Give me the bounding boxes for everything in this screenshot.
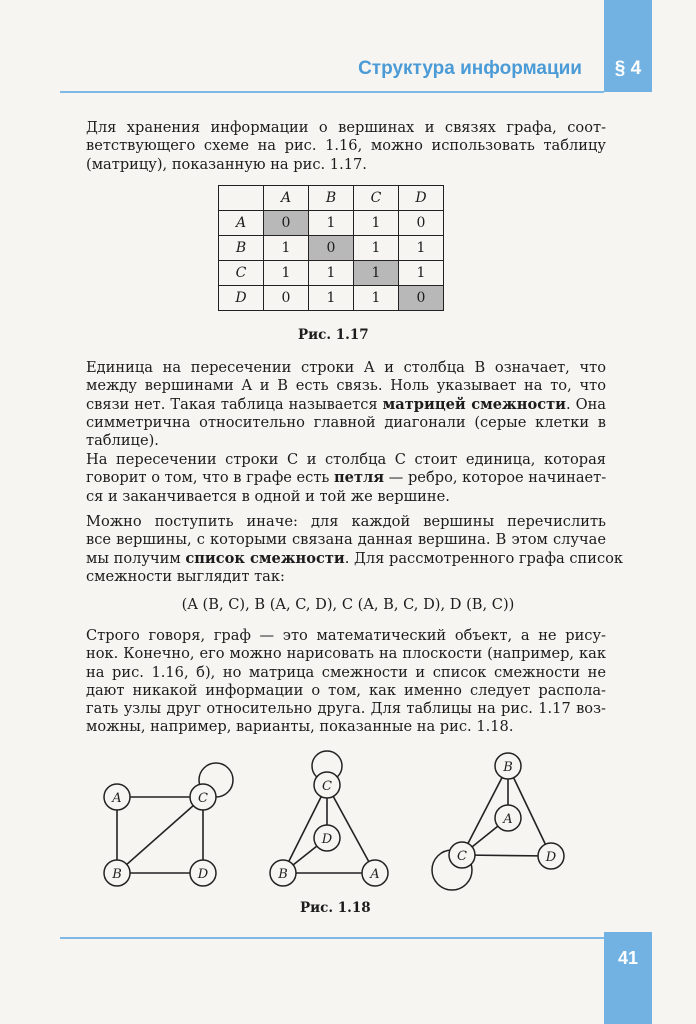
node-label: B	[503, 760, 513, 775]
footer-rule	[60, 937, 604, 939]
matrix-cell: 1	[309, 211, 354, 236]
text-line: Для хранения информации о вершинах и связях графа, соот-	[86, 119, 606, 136]
text-line: ся и заканчивается в одной и той же вершине.	[86, 487, 450, 505]
row-header: C	[219, 261, 264, 286]
column-header: B	[309, 186, 354, 211]
column-header: A	[264, 186, 309, 211]
text-line: Строго говоря, граф — это математический объект, а не рису-	[86, 627, 606, 644]
matrix-cell: 1	[354, 286, 399, 311]
text-span: . Она	[565, 395, 607, 413]
chapter-title: Структура информации	[358, 58, 582, 79]
text-span: . Для рассмотренного графа список	[344, 549, 624, 567]
text-line: Можно поступить иначе: для каждой вершины перечислить	[86, 513, 606, 530]
matrix-cell: 0	[264, 286, 309, 311]
text-line: симметрична относительно главной диагонали (серые клетки в	[86, 413, 606, 431]
text-line: на рис. 1.16, б), но матрица смежности и список смежности не	[86, 663, 606, 681]
matrix-cell: 1	[264, 236, 309, 261]
page-number: 41	[617, 948, 639, 968]
text-line: гать узлы друг относительно друга. Для таблицы на рис. 1.17 воз-	[86, 700, 606, 718]
matrix-cell: 0	[399, 211, 444, 236]
row-header: D	[219, 286, 264, 311]
text-line: Единица на пересечении строки A и столбца B означает, что	[86, 359, 606, 376]
node-label: A	[503, 812, 513, 827]
adjacency-list-formula: (A (B, C), B (A, C, D), C (A, B, C, D), D (B, C))	[181, 596, 515, 613]
text-line: смежности выглядит так:	[86, 567, 285, 585]
text-line: На пересечении строки C и столбца C стоит единица, которая	[86, 451, 606, 468]
text-span: — ребро, которое начинает-	[384, 469, 607, 487]
row-header: A	[219, 211, 264, 236]
text-line: между вершинами A и B есть связь. Ноль указывает на то, что	[86, 377, 606, 395]
term-bold: петля	[334, 469, 385, 487]
column-header: D	[399, 186, 444, 211]
figure-caption: Рис. 1.17	[298, 327, 369, 343]
node-label: C	[322, 779, 332, 794]
node-label: B	[112, 867, 122, 882]
matrix-cell: 0	[264, 211, 309, 236]
column-header: C	[354, 186, 399, 211]
matrix-cell: 0	[399, 286, 444, 311]
term-bold: список смежности	[185, 549, 345, 567]
matrix-cell: 1	[399, 236, 444, 261]
row-header: B	[219, 236, 264, 261]
matrix-cell: 0	[309, 236, 354, 261]
text-line: нок. Конечно, его можно нарисовать на плоскости (например, как	[86, 645, 606, 663]
node-label: D	[197, 867, 209, 882]
node-label: D	[321, 832, 333, 847]
matrix-cell: 1	[354, 211, 399, 236]
node-label: C	[457, 849, 467, 864]
matrix-cell: 1	[354, 236, 399, 261]
term-bold: матрицей смежности	[382, 395, 566, 413]
text-line: все вершины, с которыми связана данная вершина. В этом случае	[86, 531, 606, 549]
text-line: можны, например, варианты, показанные на рис. 1.18.	[86, 718, 514, 736]
node-label: A	[370, 867, 380, 882]
graph-edge	[117, 797, 203, 873]
text-line: ветствующего схеме на рис. 1.16, можно использовать таблицу	[86, 137, 606, 155]
text-line: дают никакой информации о том, как именно следует распола-	[86, 681, 606, 699]
text-span: связи нет. Такая таблица называется	[86, 395, 383, 413]
text-line: таблице).	[86, 432, 159, 450]
node-label: A	[112, 791, 122, 806]
matrix-cell: 1	[309, 286, 354, 311]
text-span: мы получим	[86, 549, 186, 567]
node-label: B	[278, 867, 288, 882]
node-label: C	[198, 791, 208, 806]
page-number-tab	[604, 932, 652, 1024]
text-span: говорит о том, что в графе есть	[86, 469, 334, 487]
figure-caption: Рис. 1.18	[300, 900, 371, 916]
matrix-cell: 1	[399, 261, 444, 286]
text-line: (матрицу), показанную на рис. 1.17.	[86, 155, 367, 173]
node-label: D	[545, 850, 557, 865]
matrix-cell: 1	[264, 261, 309, 286]
section-number: § 4	[614, 58, 642, 79]
matrix-cell: 1	[309, 261, 354, 286]
matrix-cell: 1	[354, 261, 399, 286]
